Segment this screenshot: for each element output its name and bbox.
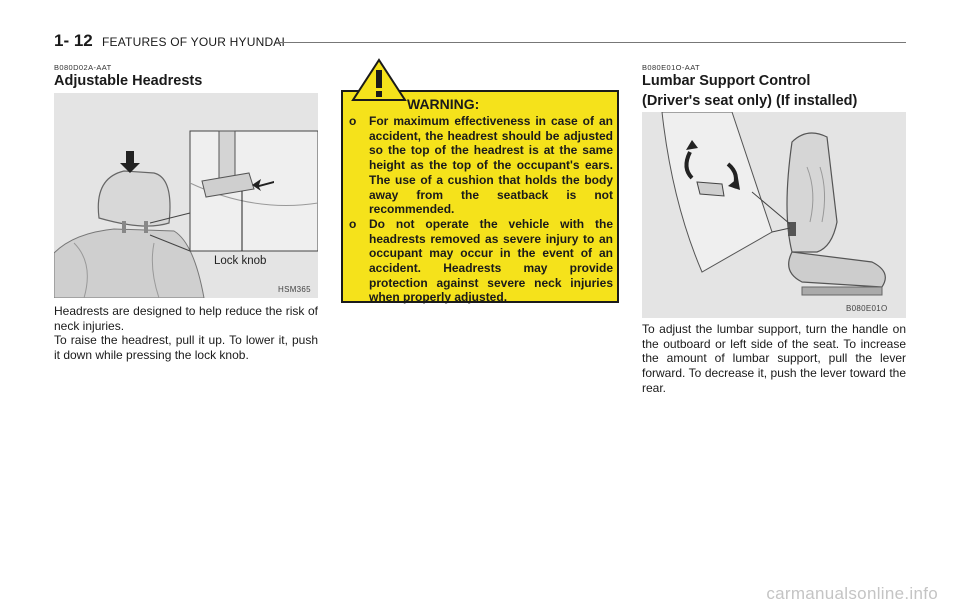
- headrest-figure: [54, 93, 318, 298]
- page-header: [54, 31, 906, 53]
- section-title: FEATURES OF YOUR HYUNDAI: [102, 35, 286, 49]
- headrests-paragraph: Headrests are designed to help reduce the risk of neck injuries.: [54, 304, 318, 333]
- warning-item: [349, 114, 613, 217]
- watermark: carmanualsonline.info: [766, 584, 938, 603]
- headrest-figure-code: HSM365: [278, 285, 311, 294]
- warning-bullet: o: [349, 114, 357, 128]
- warning-bullet: o: [349, 216, 357, 231]
- lumbar-figure: [642, 112, 906, 318]
- lumbar-figure-code: B080E01O: [846, 304, 888, 313]
- headrests-code: B080D02A-AAT: [54, 63, 112, 72]
- lumbar-heading-line: (Driver's seat only) (If installed): [642, 93, 858, 109]
- header-rule: [276, 42, 906, 43]
- headrests-paragraph: To raise the headrest, pull it up. To lower it, push it down while pressing the lock knob.: [54, 333, 318, 363]
- exclamation-triangle-icon: [351, 58, 407, 102]
- warning-title: WARNING:: [407, 96, 480, 112]
- headrests-heading: Adjustable Headrests: [54, 73, 203, 89]
- lumbar-illustration: [642, 112, 906, 318]
- warning-box: [341, 90, 619, 303]
- page-number: 1- 12: [54, 31, 93, 50]
- warning-item-text: Do not operate the vehicle with the headrests removed as severe injury to an occupant may occur in the event of an accident. Headrests may provide protection against severe neck injuries when properly adjusted.: [369, 216, 613, 305]
- headrests-body: [54, 304, 318, 363]
- lock-knob-label: Lock knob: [214, 255, 267, 267]
- lumbar-heading-line: Lumbar Support Control: [642, 73, 811, 89]
- lumbar-code: B080E01O-AAT: [642, 63, 701, 72]
- headrest-illustration: [54, 93, 318, 298]
- lumbar-body: [642, 322, 906, 396]
- lumbar-paragraph: To adjust the lumbar support, turn the handle on the outboard or left side of the seat. To increase the amount of lumbar support, pull the lever forward. To decrease it, push the lever toward the rear.: [642, 322, 906, 395]
- warning-item-text: For maximum effectiveness in case of an accident, the headrest should be adjusted so the top of the headrest is at the same height as the top of the occupant's ears. The use of a cushion that holds the body away from the seatback is not recommended.: [369, 114, 613, 217]
- warning-list: [349, 114, 613, 305]
- warning-item: [349, 217, 613, 305]
- lumbar-heading: [642, 71, 857, 111]
